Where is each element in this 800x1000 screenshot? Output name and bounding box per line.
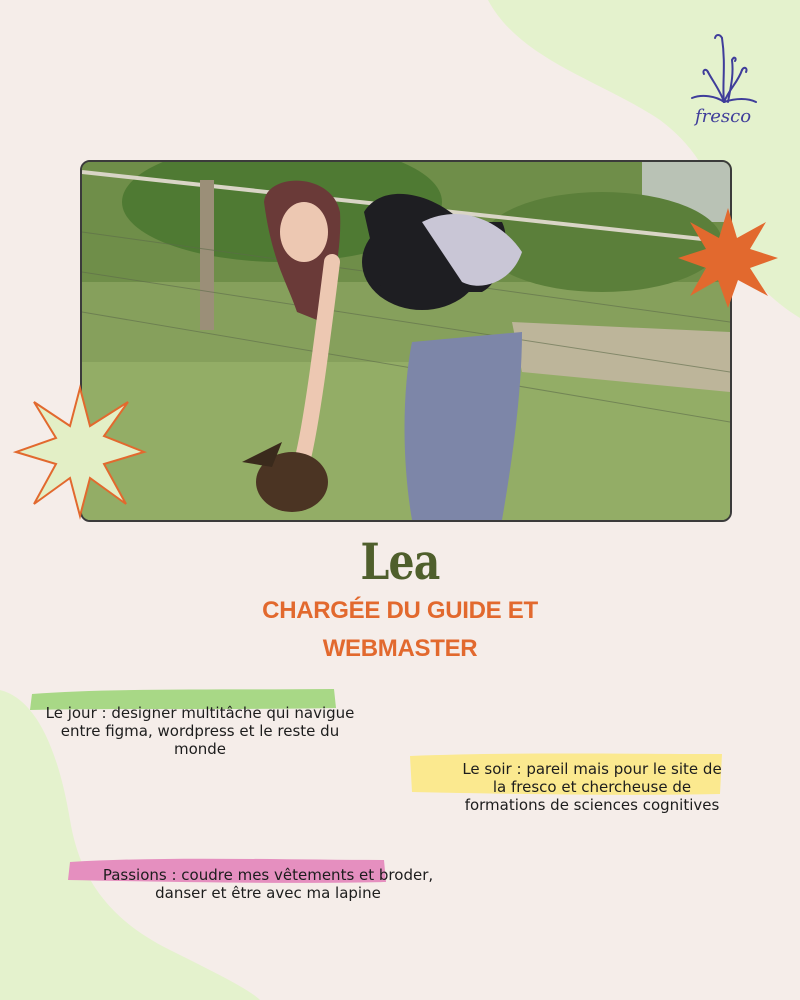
fresco-logo[interactable] (686, 30, 760, 130)
role-line: CHARGÉE DU GUIDE ET (262, 597, 538, 624)
green-star-icon (12, 384, 148, 520)
fact-line: monde (173, 740, 227, 758)
passions-fact (58, 866, 478, 902)
logo-text: fresco (694, 106, 752, 127)
fact-line: entre figma, wordpress et le reste du (60, 722, 340, 740)
fact-line: formations de sciences cognitives (464, 796, 720, 814)
fact-line: Le jour : designer multitâche qui navigue (45, 704, 355, 722)
portrait-photo-icon (82, 162, 730, 520)
fact-line: danser et être avec ma lapine (155, 884, 381, 902)
role-title (200, 592, 600, 668)
fact-line: Passions : coudre mes vêtements et broder, (102, 866, 434, 884)
profile-photo (80, 160, 732, 522)
fact-line: la fresco et chercheuse de (492, 778, 692, 796)
orange-star-icon (676, 206, 780, 310)
fresco-plant-icon (686, 30, 760, 110)
role-line: WEBMASTER (322, 635, 478, 662)
fact-line: Le soir : pareil mais pour le site de (462, 760, 722, 778)
person-name: Lea (360, 532, 440, 591)
evening-fact (414, 760, 770, 814)
day-fact (10, 704, 390, 758)
